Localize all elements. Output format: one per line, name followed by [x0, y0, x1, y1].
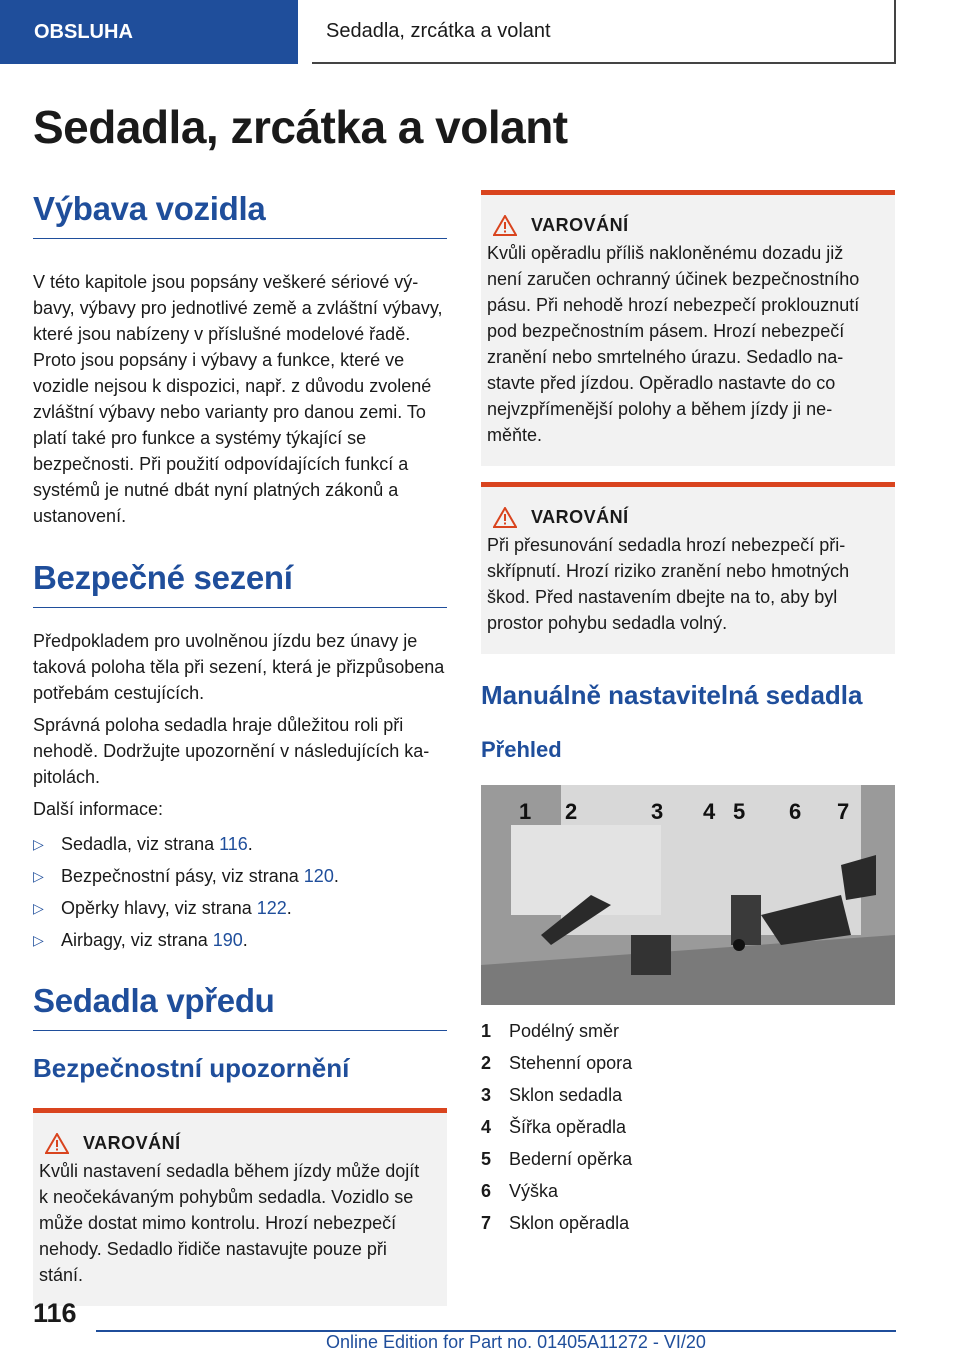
heading-sezeni: Bezpečné sezení	[33, 559, 447, 608]
warning-box	[481, 482, 895, 654]
triangle-right-icon: ▷	[33, 836, 44, 852]
warning-header	[39, 1133, 433, 1154]
warning-text: Kvůli nastavení sedadla během jízdy může dojít k neočekávaným pohybům sedadla. Vozidlo se může dostat mimo kontrolu. Hrozí nebezpečí nehody. Sedadlo řidiče nastavujte pouze při stání.	[39, 1161, 420, 1285]
chapter-label: Sedadla, zrcátka a volant	[326, 19, 551, 42]
chapter-tab	[312, 0, 896, 64]
vybava-text: V této kapitole jsou popsány veškeré sériové výbavy, výbavy pro jednotlivé země a zvláštní výbavy, které jsou nabízeny v příslušné modelové řadě. Proto jsou popsány i výbavy a funkce, které ve vozidle nejsou k dispozici, např. z důvodu zvolené zvláštní výbavy nebo varianty pro danou zemi. To platí také pro funkce a systémy týkající se bezpečnosti. Při použití odpovídajících funkcí a systémů je nutné dbát nyní platných zákonů a ustanovení.	[33, 272, 443, 526]
link-text: Bezpečnostní pásy, viz strana	[61, 866, 304, 886]
sezeni-p2: Správná poloha sedadla hraje důležitou roli při nehodě. Dodržujte upozornění v následujících kapitolách.	[33, 715, 430, 787]
figure-number: 4	[703, 799, 716, 824]
figure-number: 2	[565, 799, 578, 824]
section-label: OBSLUHA	[34, 20, 133, 43]
section-tab[interactable]	[0, 0, 298, 64]
footer-edition: Online Edition for Part no. 01405A11272 - VI/20	[326, 1332, 706, 1352]
figure-number: 5	[733, 799, 746, 824]
warning-box	[481, 190, 895, 466]
warning-header	[487, 215, 881, 236]
heading-vybava: Výbava vozidla	[33, 190, 447, 239]
legend-label: Sklon sedadla	[509, 1085, 623, 1105]
legend-label: Podélný směr	[509, 1021, 620, 1041]
reference-list	[33, 828, 447, 956]
warning-header	[487, 507, 881, 528]
legend-label: Výška	[509, 1181, 559, 1201]
legend-row	[481, 1015, 895, 1047]
list-item: ▷ Sedadla, viz strana 116.	[33, 828, 447, 860]
warning-label: VAROVÁNÍ	[83, 1133, 181, 1153]
triangle-right-icon: ▷	[33, 868, 44, 884]
link-text: Sedadla, viz strana	[61, 834, 220, 854]
warning-triangle-icon	[493, 215, 517, 236]
warning-box	[33, 1108, 447, 1306]
link-text: Airbagy, viz strana	[61, 930, 213, 950]
warning-label: VAROVÁNÍ	[531, 507, 629, 527]
sezeni-p1: Předpokladem pro uvolněnou jízdu bez únavy je taková poloha těla při sezení, která je přizpůsobena potřebám cestujících.	[33, 631, 445, 703]
warning-triangle-icon	[45, 1133, 69, 1154]
triangle-right-icon: ▷	[33, 932, 44, 948]
figure-number: 7	[837, 799, 850, 824]
warning-text: Při přesunování sedadla hrozí nebezpečí přiskřípnutí. Hrozí riziko zranění nebo hmotných škod. Před nastavením dbejte na to, aby byl prostor pohybu sedadla volný.	[487, 535, 850, 633]
right-column	[481, 190, 895, 1239]
link-text: Opěrky hlavy, viz strana	[61, 898, 257, 918]
warning-text: Kvůli opěradlu příliš nakloněnému dozadu již není zaručen ochranný účinek bezpečnostního pásu. Při nehodě hrozí nebezpečí proklouznutí pod bezpečnostním pásem. Hrozí nebezpečí zranění nebo smrtelného úrazu. Sedadlo nastavte před jízdou. Opěradlo nastavte do co nejvzpřímenější polohy a během jízdy ji neměňte.	[487, 243, 860, 445]
legend-number: 2	[481, 1053, 492, 1073]
page-number: 116	[33, 1298, 77, 1328]
figure-number: 1	[519, 799, 532, 824]
page-title: Sedadla, zrcátka a volant	[33, 101, 568, 153]
legend-row	[481, 1207, 895, 1239]
legend-number: 3	[481, 1085, 492, 1105]
legend-row	[481, 1143, 895, 1175]
legend-label: Šířka opěradla	[509, 1117, 627, 1137]
subheading-upozorneni: Bezpečnostní upozornění	[33, 1053, 350, 1083]
subheading-prehled: Přehled	[481, 737, 562, 762]
legend-number: 5	[481, 1149, 492, 1169]
legend-number: 4	[481, 1117, 492, 1137]
seat-figure	[481, 785, 895, 1005]
warning-label: VAROVÁNÍ	[531, 215, 629, 235]
legend-number: 6	[481, 1181, 492, 1201]
sezeni-p3: Další informace:	[33, 799, 164, 819]
heading-vpredu: Sedadla vpředu	[33, 982, 447, 1031]
warning-triangle-icon	[493, 507, 517, 528]
legend-row	[481, 1111, 895, 1143]
page-link[interactable]: 190	[212, 930, 243, 950]
legend-label: Stehenní opora	[509, 1053, 633, 1073]
figure-number: 6	[789, 799, 802, 824]
left-column	[33, 190, 447, 1306]
triangle-right-icon: ▷	[33, 900, 44, 916]
page-link[interactable]: 122	[256, 898, 287, 918]
figure-number: 3	[651, 799, 664, 824]
heading-manualni: Manuálně nastavitelná sedadla	[481, 680, 863, 710]
list-item: ▷ Bezpečnostní pásy, viz strana 120.	[33, 860, 447, 892]
list-item: ▷ Airbagy, viz strana 190.	[33, 924, 447, 956]
legend-number: 1	[481, 1021, 492, 1041]
legend-label: Bederní opěrka	[509, 1149, 633, 1169]
figure-legend	[481, 1015, 895, 1239]
seat-illustration	[481, 785, 895, 1005]
legend-row	[481, 1079, 895, 1111]
page-link[interactable]: 116	[219, 834, 248, 854]
legend-number: 7	[481, 1213, 492, 1233]
page-link[interactable]: 120	[303, 866, 334, 886]
legend-label: Sklon opěradla	[509, 1213, 630, 1233]
legend-row	[481, 1175, 895, 1207]
legend-row	[481, 1047, 895, 1079]
list-item: ▷ Opěrky hlavy, viz strana 122.	[33, 892, 447, 924]
